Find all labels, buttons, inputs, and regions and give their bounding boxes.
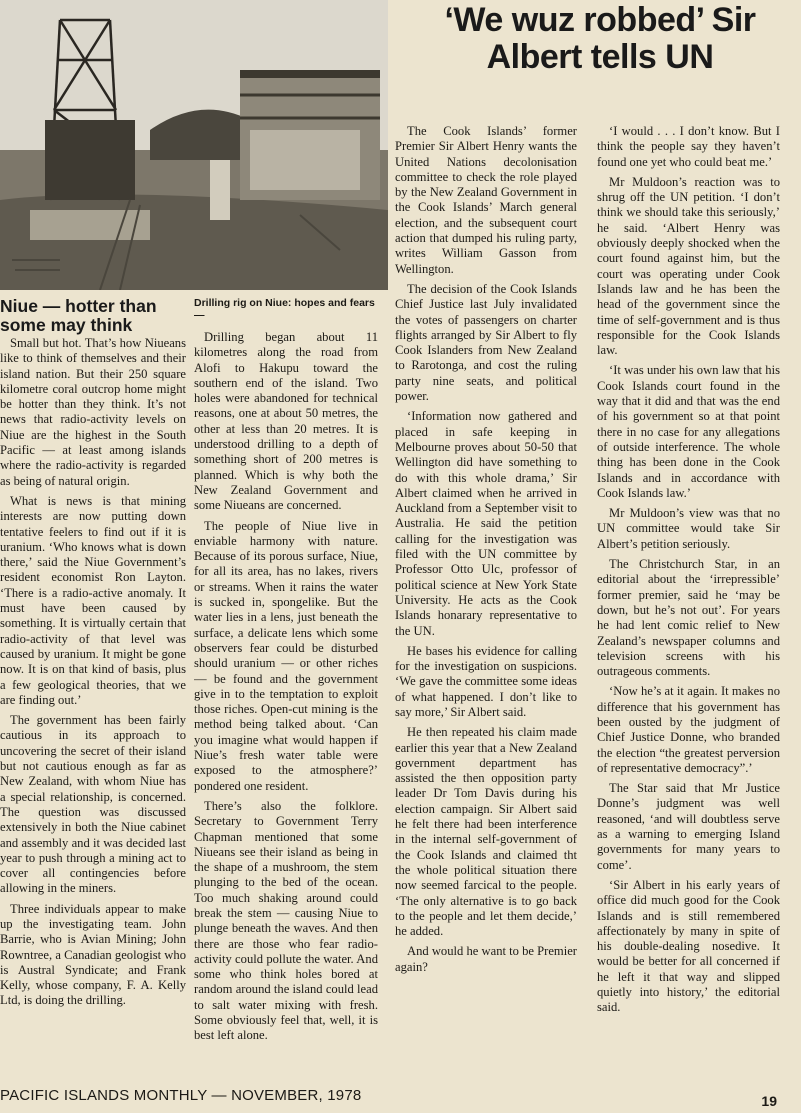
paragraph: He bases his evidence for calling for the investigation on suspicions. ‘We gave the committee some ideas of what happened. I don’t like to say more,’ Sir Albert said. [395, 643, 577, 719]
albert-column-2 [597, 124, 780, 1082]
paragraph: Mr Muldoon’s view was that no UN committee would take Sir Albert’s petition seriously. [597, 506, 780, 551]
paragraph: And would he want to be Premier again? [395, 944, 577, 974]
paragraph: The decision of the Cook Islands Chief Justice last July invalidated the votes of passengers on charter flights arranged by Sir Albert to fly Cook Islanders from New Zealand to Rarotonga, and cost the ruling party nine seats, and political power. [395, 281, 577, 404]
masthead-footer: PACIFIC ISLANDS MONTHLY — NOVEMBER, 1978 [0, 1087, 362, 1104]
paragraph: Mr Muldoon’s reaction was to shrug off the UN petition. ‘I don’t think we should take this seriously,’ he said. ‘Albert Henry was obviously deeply shocked when the court found against him, but the court was operating under Cook Islands law and he has been the head of the government since the time of self-government and is thus responsible for the Cook Islands law. [597, 174, 780, 358]
paragraph: The Christchurch Star, in an editorial about the ‘irrepressible’ former premier, said he ‘may be down, but he’s not out’. For years he had lent comic relief to New Zealand’s newspaper columns and television screens with his outrageous comments. [597, 557, 780, 679]
paragraph: Three individuals appear to make up the investigating team. John Barrie, who is Avian Mining; John Rowntree, a Canadian geologist who is Austral Syndicate; and Frank Kelly, whose company, F. A. Kelly Ltd, is doing the drilling. [0, 901, 186, 1008]
paragraph: What is news is that mining interests are now putting down tentative feelers to find out if it is uranium. ‘Who knows what is down there,’ said the Niue Government’s resident economist Ron Layton. ‘There is a radio-active anomaly. It must have been caused by something. It is virtually certain that radio-activity of that level was caused by uranium. It might be gone now. It is on that kind of basis, plus a few geological theories, that we are finding out.’ [0, 493, 186, 707]
paragraph: ‘Sir Albert in his early years of office did much good for the Cook Islands and is still remembered affectionately by many in spite of his double-dealing nosedive. It would be better for all concerned if he left it that way and slipped quietly into history,’ the editorial said. [597, 877, 780, 1015]
paragraph: Small but hot. That’s how Niueans like to think of themselves and their island nation. But their 250 square kilometre coral outcrop home might be hotter than they think. It’s not news that radio-activity levels on Niue are the highest in the South Pacific — at least among islands where the radio-activity is regarded as being of natural origin. [0, 336, 186, 488]
paragraph: ‘Information now gathered and placed in safe keeping in Melbourne proves about 50-50 that Wellington did have something to do with this whole drama,’ Sir Albert claimed when he arrived in Auckland from a September visit to Australia. He said the petition calling for the investigation was filed with the UN committee by Professor Otto Ulc, professor of political science at New York State University. He acts as the Cook Islands honarary representative to the UN. [395, 409, 577, 638]
drilling-rig-photo [0, 0, 388, 290]
paragraph: ‘It was under his own law that his Cook Islands court found in the way that it did and that was the end of his government so at that point there in no case for any allegations of outside interference. The whole thing has been done in the Cook Islands and in accordance with Cook Islands law.’ [597, 363, 780, 500]
paragraph: ‘Now he’s at it again. It makes no difference that his government has been ousted by the judgment of Chief Justice Donne, who branded the election “the greatest perversion of representative democracy”.’ [597, 684, 780, 775]
paragraph: The Star said that Mr Justice Donne’s judgment was well reasoned, ‘and will doubtless serve as a warning to emerging Island governments for many years to come’. [597, 781, 780, 872]
niue-column-2 [194, 330, 378, 1082]
paragraph: Drilling began about 11 kilometres along the road from Alofi to Hakupu toward the southern end of the island. Two holes were abandoned for technical reasons, one at about 50 metres, the other at less than 20 metres. It is understood drilling to a depth of something short of 200 metres is planned. Which is why both the New Zealand Government and some Niueans are concerned. [194, 330, 378, 513]
paragraph: The government has been fairly cautious in its approach to uncovering the secret of their island but not cautious enough as far as New Zealand, with whom Niue has a special relationship, is concerned. The question was discussed extensively in both the Niue cabinet and assembly and it was decided last year to push through a mining act to cover all contingencies before allowing in the miners. [0, 713, 186, 896]
niue-column-1 [0, 336, 186, 1081]
niue-article-heading: Niue — hotter than some may think [0, 296, 157, 335]
paragraph: The people of Niue live in enviable harmony with nature. Because of its porous surface, Niue, for all its area, has no lakes, rivers or streams. When it rains the water is sucked in, spongelike. But the water lies in a lens, just beneath the surface, a delicate lens which some observers fear could be disturbed should uranium — or other riches — be found and the government give in to the temptation to exploit those riches. Open-cut mining is the method being talked about. ‘Can you imagine what would happen if Niue’s fresh water table were exposed to the atmosphere?’ pondered one resident. [194, 518, 378, 793]
paragraph: There’s also the folklore. Secretary to Government Terry Chapman mentioned that some Niueans see their island as being in the shape of a mushroom, the stem plunging to the bed of the ocean. Too much shaking around could break the stem — causing Niue to plunge beneath the waves. And then there are those who fear radio-activity could pollute the water. And some who think holes bored at random around the island could lead to salt water mixing with fresh. Some obviously feel that, well, it is best left alone. [194, 798, 378, 1043]
page-number: 19 [761, 1093, 777, 1109]
photo-caption: Drilling rig on Niue: hopes and fears — [194, 297, 375, 321]
paragraph: ‘I would . . . I don’t know. But I think the people say they haven’t found one yet who could beat me.’ [597, 124, 780, 169]
albert-column-1 [395, 124, 577, 1082]
article-headline: ‘We wuz robbed’ Sir Albert tells UN [444, 1, 756, 76]
drilling-rig-illustration [0, 0, 388, 290]
paragraph: He then repeated his claim made earlier this year that a New Zealand government department has assisted the then opposition party leader Dr Tom Davis during his election campaign. Sir Albert said he felt there had been interference in the internal self-government of the Cook Islands and claimed tht the whole political situation there now seemed farcical to the people. ‘The only alternative is to go back to the people and let them decide,’ he added. [395, 725, 577, 939]
paragraph: The Cook Islands’ former Premier Sir Albert Henry wants the United Nations decolonisation committee to check the role played by the New Zealand Government in the Cook Islands’ March general election, and the subsequent court action that dumped his ruling party, writes William Gasson from Wellington. [395, 124, 577, 276]
